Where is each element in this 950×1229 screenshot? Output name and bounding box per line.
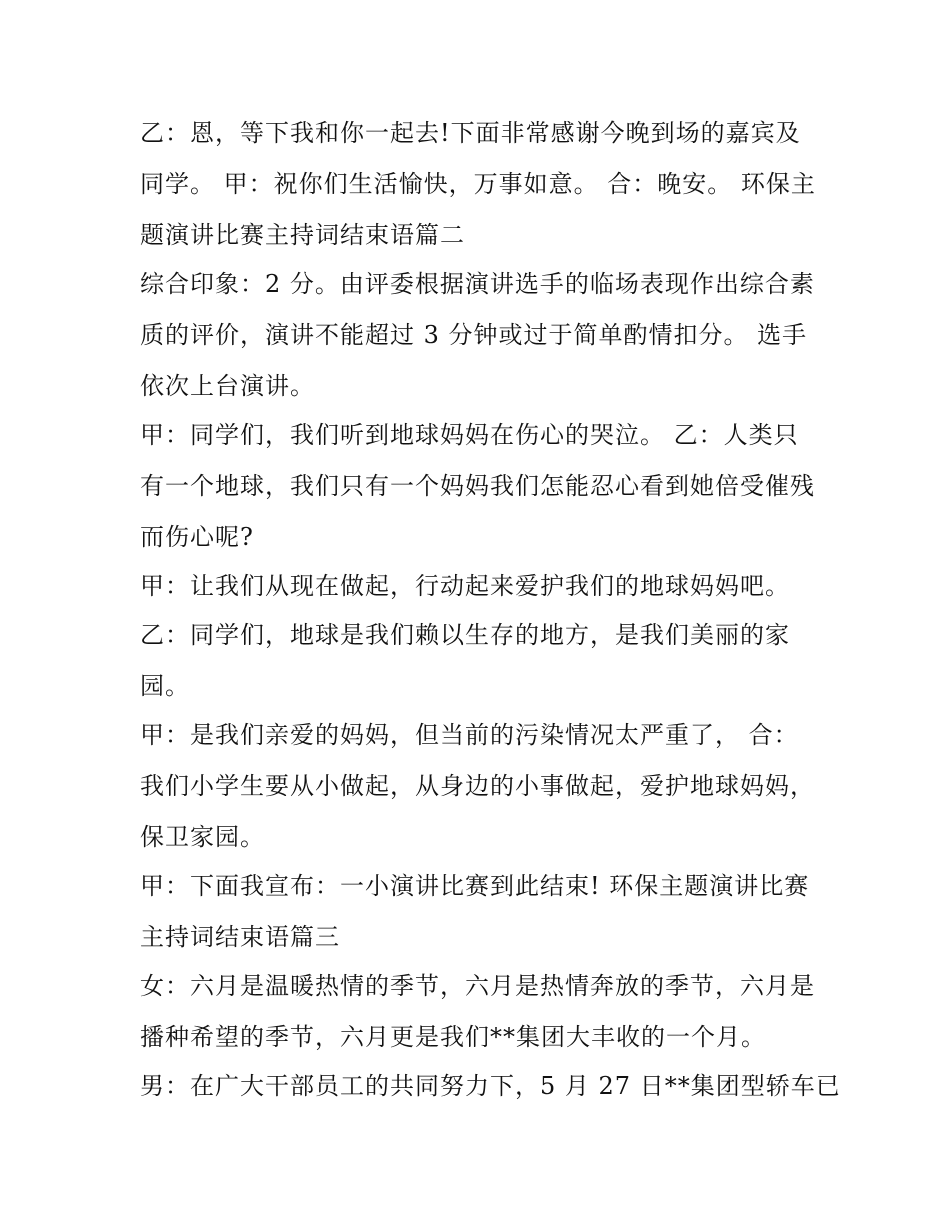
text-line: 甲：让我们从现在做起，行动起来爱护我们的地球妈妈吧。 bbox=[140, 572, 790, 600]
text-line: 男：在广大干部员工的共同努力下，5 月 27 日**集团型轿车已 bbox=[140, 1072, 841, 1100]
document-page bbox=[140, 108, 841, 1112]
text-line: 质的评价，演讲不能超过 3 分钟或过于简单酌情扣分。 选手 bbox=[140, 321, 808, 349]
text-line: 播种希望的季节，六月更是我们**集团大丰收的一个月。 bbox=[140, 1023, 766, 1051]
text-line: 园。 bbox=[140, 672, 190, 700]
text-line: 同学。 甲：祝你们生活愉快，万事如意。 合：晚安。 环保主 bbox=[140, 170, 816, 198]
text-line: 有一个地球，我们只有一个妈妈我们怎能忍心看到她倍受催残 bbox=[140, 472, 815, 500]
text-line: 甲：同学们，我们听到地球妈妈在伤心的哭泣。 乙：人类只 bbox=[140, 421, 799, 449]
text-line: 保卫家园。 bbox=[140, 823, 265, 851]
text-line: 综合印象：2 分。由评委根据演讲选手的临场表现作出综合素 bbox=[140, 270, 815, 298]
text-line: 乙：同学们，地球是我们赖以生存的地方，是我们美丽的家 bbox=[140, 621, 790, 649]
paragraph-closing-remarks bbox=[140, 108, 820, 259]
text-line: 女：六月是温暖热情的季节，六月是热情奔放的季节，六月是 bbox=[140, 972, 815, 1000]
paragraph-act-now bbox=[140, 561, 820, 610]
text-line: 甲：是我们亲爱的妈妈，但当前的污染情况太严重了， 合： bbox=[140, 721, 799, 749]
text-line: 甲：下面我宣布：一小演讲比赛到此结束! 环保主题演讲比赛 bbox=[140, 872, 810, 900]
text-line: 依次上台演讲。 bbox=[140, 372, 315, 400]
text-line: 主持词结束语篇三 bbox=[140, 923, 340, 951]
paragraph-scoring bbox=[140, 259, 820, 410]
text-line: 我们小学生要从小做起，从身边的小事做起，爱护地球妈妈， bbox=[140, 772, 815, 800]
paragraph-may-27 bbox=[140, 1061, 841, 1112]
paragraph-home bbox=[140, 610, 820, 710]
text-line: 乙：恩，等下我和你一起去!下面非常感谢今晚到场的嘉宾及 bbox=[140, 119, 801, 147]
paragraph-announcement bbox=[140, 861, 820, 961]
text-line: 而伤心呢? bbox=[140, 523, 254, 551]
paragraph-earth-mother bbox=[140, 410, 820, 561]
paragraph-june bbox=[140, 961, 820, 1061]
text-line: 题演讲比赛主持词结束语篇二 bbox=[140, 221, 465, 249]
paragraph-pollution bbox=[140, 710, 820, 861]
